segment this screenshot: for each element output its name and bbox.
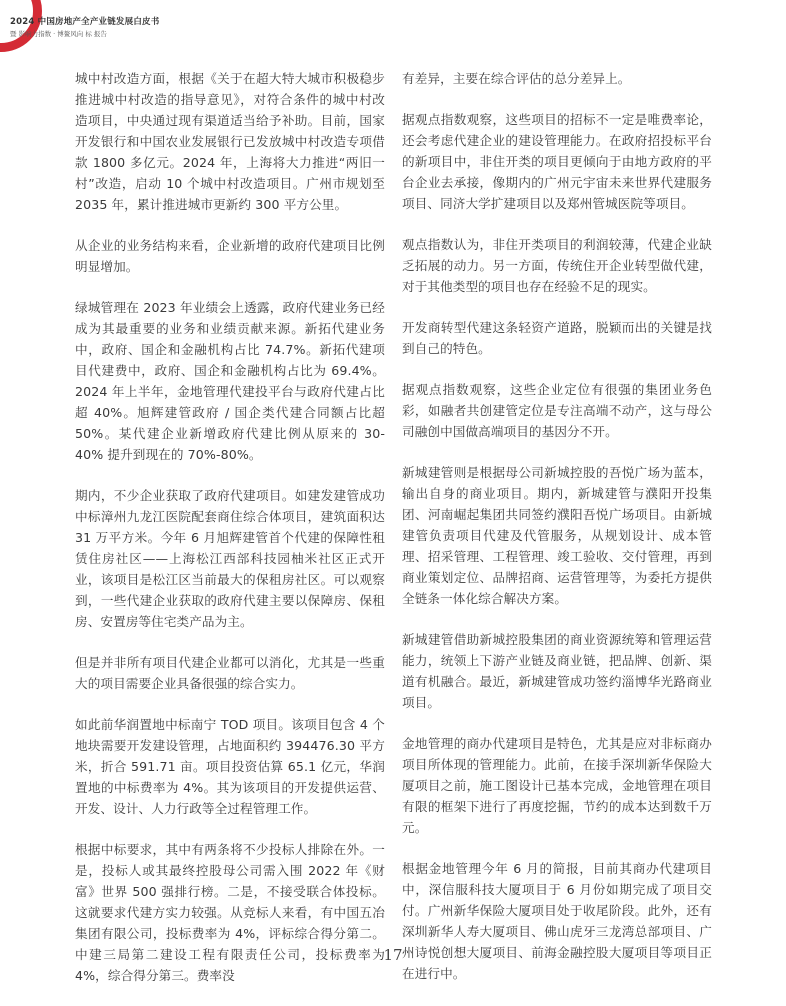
paragraph: 据观点指数观察，这些企业定位有很强的集团业务色彩，如融者共创建管定位是专注高端不动产，这与母公司融创中国做高端项目的基因分不开。 bbox=[402, 382, 712, 439]
paragraph: 开发商转型代建这条轻资产道路，脱颖而出的关键是找到自己的特色。 bbox=[402, 320, 712, 356]
paragraph: 期内，不少企业获取了政府代建项目。如建发建管成功中标漳州九龙江医院配套商住综合体项目，建筑面积达 31 万平方米。今年 6 月旭辉建管首个代建的保障性租赁住房社区——上海松江西部科技园柚米社区正式开业，该项目是松江区当前最大的保租房社区。可以观察到，一些代建企业获取的政府代建主要以保障房、保租房、安置房等住宅类产品为主。 bbox=[75, 488, 385, 629]
paragraph: 有差异，主要在综合评估的总分差异上。 bbox=[402, 71, 631, 86]
paragraph: 绿城管理在 2023 年业绩会上透露，政府代建业务已经成为其最重要的业务和业绩贡献来源。新拓代建业务中，政府、国企和金融机构占比 74.7%。新拓代建项目代建费中，政府、国企和金融机构占比为 69.4%。2024 年上半年，金地管理代建投平台与政府代建占比超 40%。旭辉建管政府 / 国企类代建合同额占比超 50%。某代建企业新增政府代建比例从原来的 30-40% 提升到现在的 70%-80%。 bbox=[75, 300, 385, 462]
paragraph: 根据中标要求，其中有两条将不少投标人排除在外。一是，投标人或其最终控股母公司需入围 2022 年《财富》世界 500 强排行榜。二是，不接受联合体投标。这就要求代建方实力较强。从竞标人来看，有中国五冶集团有限公司，投标费率为 4%，评标综合得分第二。中建三局第二建设工程有限责任公司，投标费率为 4%，综合得分第三。费率没 bbox=[75, 842, 385, 983]
paragraph: 新城建管借助新城控股集团的商业资源统筹和管理运营能力，统领上下游产业链及商业链，把品牌、创新、渠道有机融合。最近，新城建管成功签约淄博华光路商业项目。 bbox=[402, 632, 712, 710]
right-column bbox=[402, 68, 712, 1004]
paragraph: 如此前华润置地中标南宁 TOD 项目。该项目包含 4 个地块需要开发建设管理，占地面积约 394476.30 平方米，折合 591.71 亩。项目投资估算 65.1 亿元，华润置地的中标费率为 4%。其为该项目的开发提供运营、开发、设计、人力行政等全过程管理工作。 bbox=[75, 717, 385, 816]
report-header-title: 2024 中国房地产全产业链发展白皮书 bbox=[10, 17, 160, 27]
left-column bbox=[75, 68, 385, 1006]
paragraph: 据观点指数观察，这些项目的招标不一定是唯费率论，还会考虑代建企业的建设管理能力。在政府招投标平台的新项目中，非住开类的项目更倾向于由地方政府的平台企业去承接，像期内的广州元宇宙未来世界代建服务项目、同济大学扩建项目以及郑州管城医院等项目。 bbox=[402, 112, 712, 211]
paragraph: 从企业的业务结构来看，企业新增的政府代建项目比例明显增加。 bbox=[75, 238, 385, 274]
paragraph: 金地管理的商办代建项目是特色，尤其是应对非标商办项目所体现的管理能力。此前，在接手深圳新华保险大厦项目之前，施工图设计已基本完成，金地管理在项目有限的框架下进行了再度挖掘，节约的成本达到数千万元。 bbox=[402, 736, 712, 835]
paragraph: 城中村改造方面，根据《关于在超大特大城市积极稳步推进城中村改造的指导意见》，对符合条件的城中村改造项目，中央通过现有渠道适当给予补助。目前，国家开发银行和中国农业发展银行已发放城中村改造专项借款 1800 多亿元。2024 年，上海将大力推进“两旧一村”改造，启动 10 个城中村改造项目。广州市规划至 2035 年，累计推进城市更新约 300 平方公里。 bbox=[75, 71, 385, 212]
report-header-subtitle: 暨 影响力指数 · 博鳌风向 标 报告 bbox=[10, 30, 107, 38]
paragraph: 但是并非所有项目代建企业都可以消化，尤其是一些重大的项目需要企业具备很强的综合实力。 bbox=[75, 655, 385, 691]
paragraph: 根据金地管理今年 6 月的简报，目前其商办代建项目中，深信服科技大厦项目于 6 月份如期完成了项目交付。广州新华保险大厦项目处于收尾阶段。此外，还有深圳新华人寿大厦项目、佛山虎牙三龙湾总部项目、广州诗悦创想大厦项目、前海金融控股大厦项目等项目正在进行中。 bbox=[402, 861, 712, 981]
page-number: 17 bbox=[383, 946, 403, 964]
paragraph: 新城建管则是根据母公司新城控股的吾悦广场为蓝本，输出自身的商业项目。期内，新城建管与濮阳开投集团、河南崛起集团共同签约濮阳吾悦广场项目。由新城建管负责项目代建及代管服务，从规划设计、成本管理、招采管理、工程管理、竣工验收、交付管理，再到商业策划定位、品牌招商、运营管理等，为委托方提供全链条一体化综合解决方案。 bbox=[402, 465, 712, 606]
paragraph: 观点指数认为，非住开类项目的利润较薄，代建企业缺乏拓展的动力。另一方面，传统住开企业转型做代建，对于其他类型的项目也存在经验不足的现实。 bbox=[402, 237, 712, 294]
